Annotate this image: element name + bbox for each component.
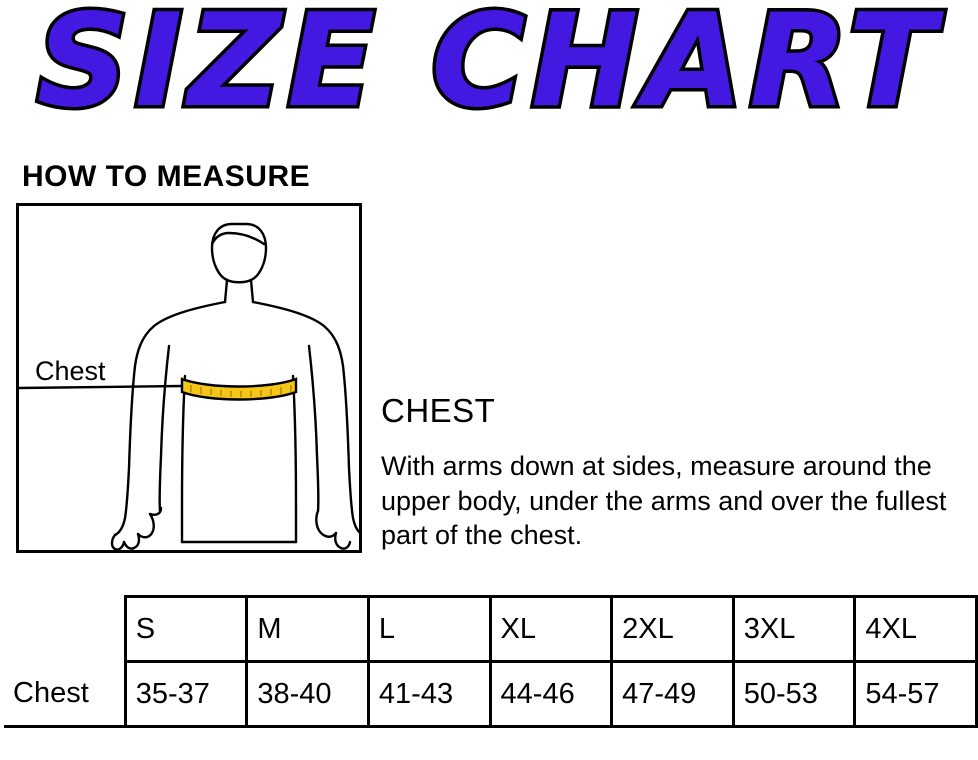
table-header-xl: XL [490,597,612,662]
table-cell-chest-xl: 44-46 [490,662,612,727]
tape-measure-icon [182,379,296,400]
table-header-m: M [247,597,369,662]
page-title: SIZE CHART [36,0,942,136]
table-cell-chest-m: 38-40 [247,662,369,727]
table-cell-chest-s: 35-37 [125,662,247,727]
table-cell-chest-2xl: 47-49 [612,662,734,727]
description-heading: CHEST [381,392,496,429]
table-cell-chest-3xl: 50-53 [733,662,855,727]
table-cell-chest-l: 41-43 [368,662,490,727]
table-header-s: S [125,597,247,662]
table-header-row [4,597,977,662]
table-header-2xl: 2XL [612,597,734,662]
table-cell-chest-4xl: 54-57 [855,662,977,727]
table-header-3xl: 3XL [733,597,855,662]
table-header-4xl: 4XL [855,597,977,662]
table-row-label-chest: Chest [4,662,125,727]
size-chart-table [4,595,978,728]
table-header-l: L [368,597,490,662]
table-row [4,662,977,727]
how-to-measure-heading: HOW TO MEASURE [22,160,311,193]
description-body: With arms down at sides, measure around the upper body, under the arms and over the fullest part of the chest. [381,451,947,551]
table-corner-cell [4,597,125,662]
chest-figure-label: Chest [35,356,106,386]
